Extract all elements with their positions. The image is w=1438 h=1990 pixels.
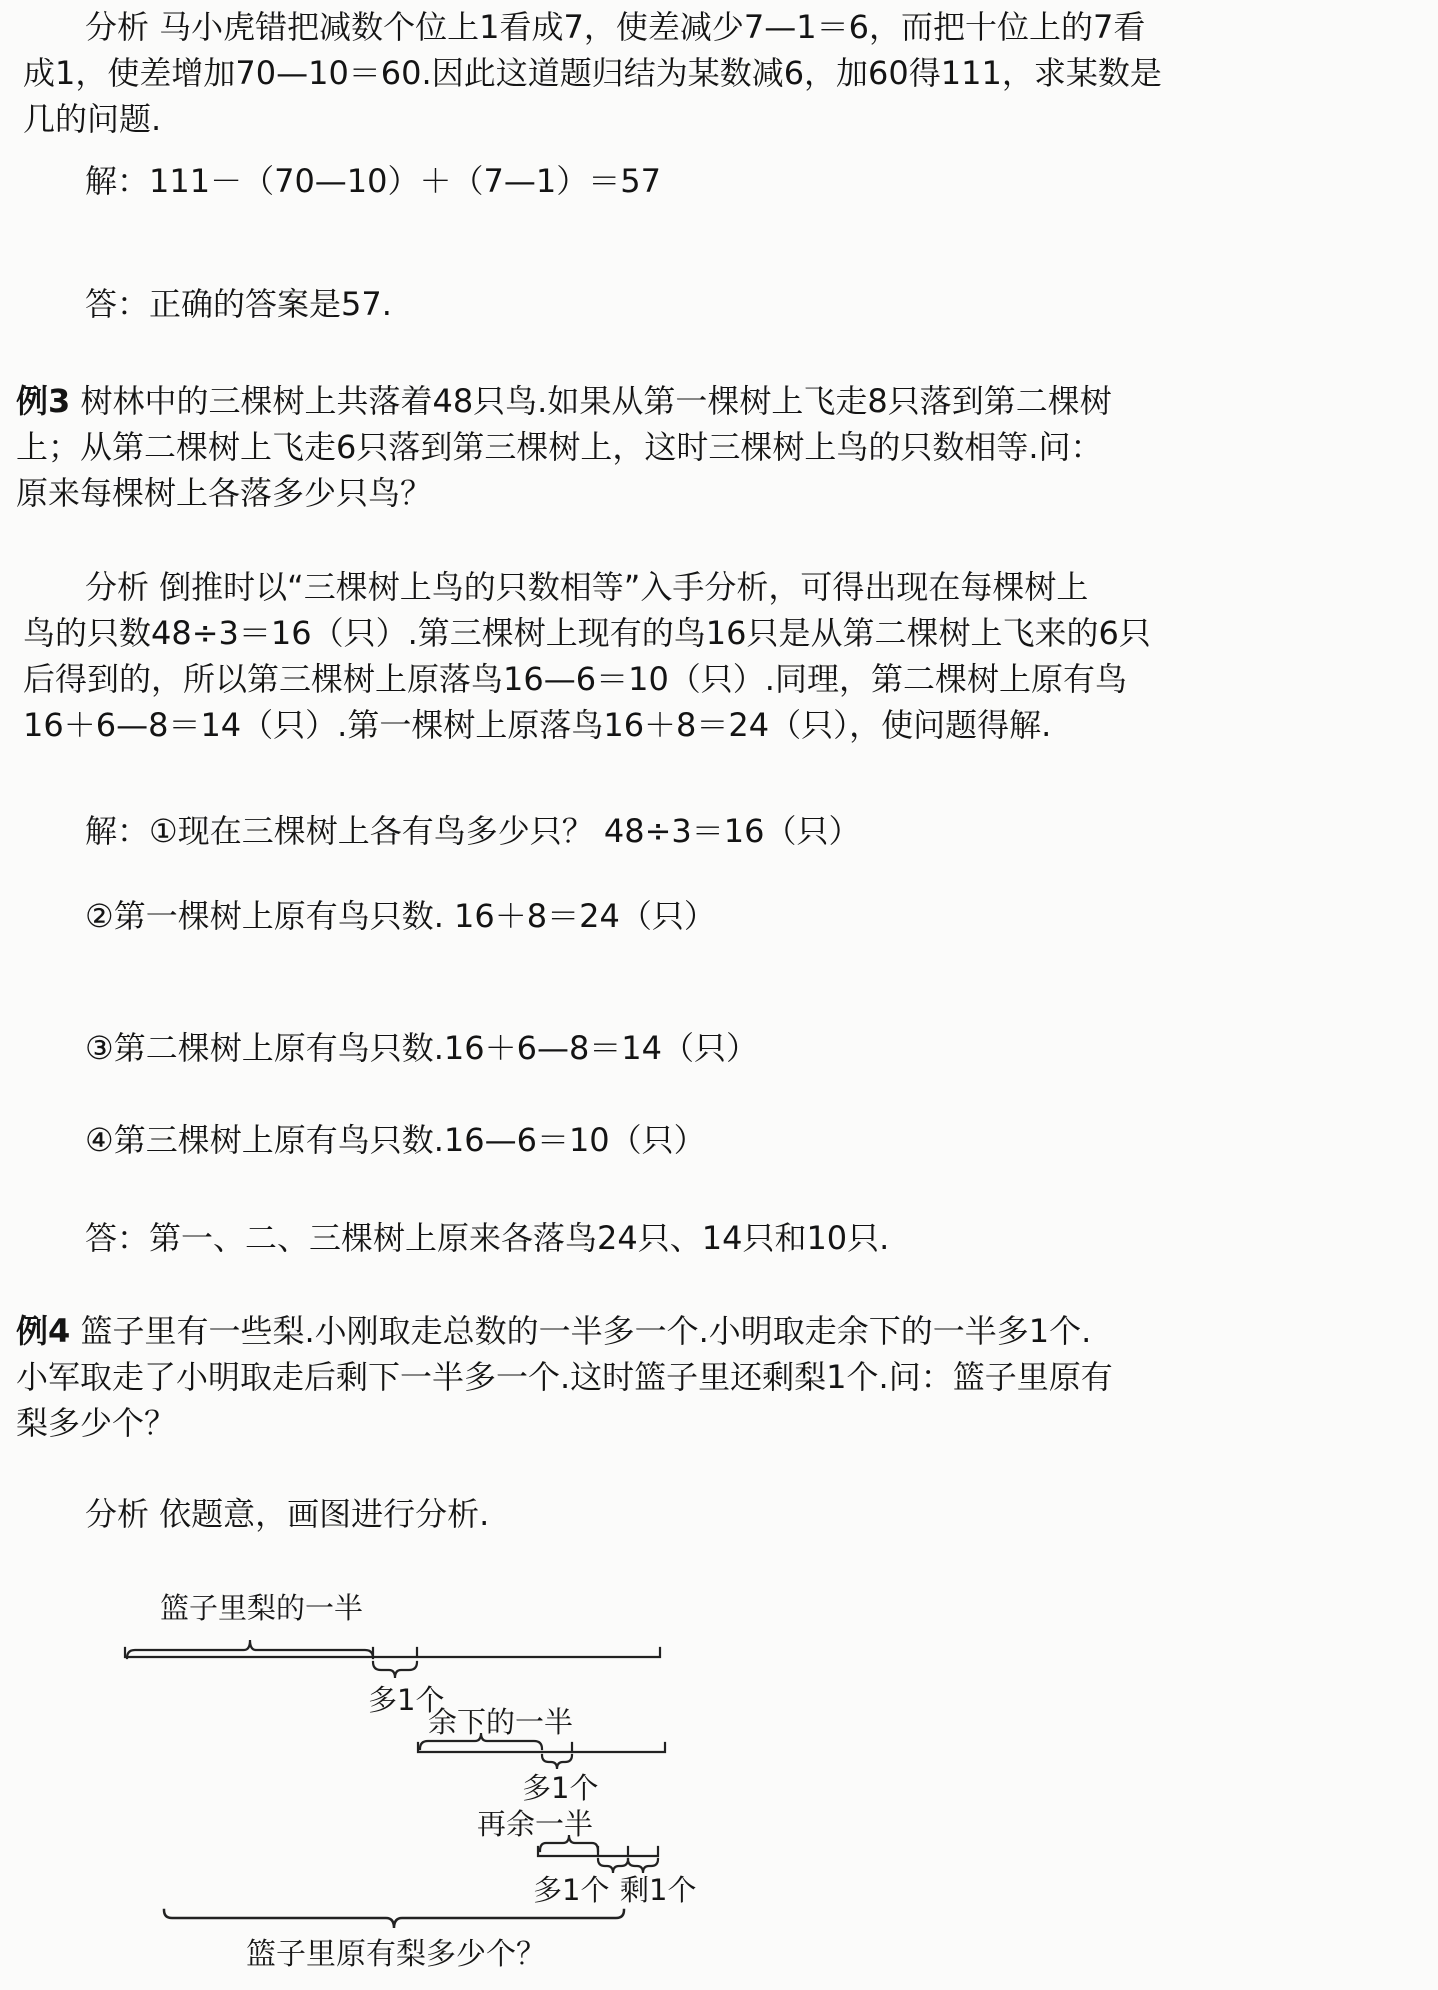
paragraph-analysis-ex2 [23, 4, 1162, 142]
label-more-one-1: 多1个 [368, 1683, 445, 1717]
text-line [16, 378, 1112, 424]
bar-line-3 [538, 1847, 658, 1856]
text-line: 成1，使差增加70—10＝60.因此这道题归结为某数减6，加60得111，求某数是 [23, 54, 1162, 92]
text-line: 分析 倒推时以“三棵树上鸟的只数相等”入手分析，可得出现在每棵树上 [85, 568, 1089, 606]
label-question: 篮子里原有梨多少个？ [246, 1937, 546, 1972]
example4-first-line: 篮子里有一些梨.小刚取走总数的一半多一个.小明取走余下的一半多1个. [70, 1312, 1092, 1350]
example3-first-line: 树林中的三棵树上共落着48只鸟.如果从第一棵树上飞走8只落到第二棵树 [70, 382, 1112, 420]
answer-line-ex3: 答：第一、二、三棵树上原来各落鸟24只、14只和10只. [85, 1219, 890, 1257]
pear-bar-diagram [0, 1585, 760, 1990]
paragraph-example3 [16, 378, 1112, 516]
label-more-one-2: 多1个 [522, 1771, 599, 1805]
underbrace-more1-3 [598, 1859, 628, 1873]
underbrace-more1-1 [373, 1662, 417, 1678]
solution-step-4: ④第三棵树上原有鸟只数.16—6＝10（只） [85, 1121, 706, 1159]
overbrace-first-half [127, 1640, 373, 1658]
label-remaining-half: 余下的一半 [428, 1705, 574, 1739]
solution-step-3: ③第二棵树上原有鸟只数.16＋6—8＝14（只） [85, 1029, 759, 1067]
text-line [16, 1308, 1113, 1354]
text-line: 原来每棵树上各落多少只鸟？ [16, 474, 433, 512]
text-line: 几的问题. [23, 100, 162, 138]
example4-label: 例4 [16, 1312, 71, 1350]
text-line: 鸟的只数48÷3＝16（只）.第三棵树上现有的鸟16只是从第二棵树上飞来的6只 [23, 614, 1151, 652]
label-half-of-basket: 篮子里梨的一半 [160, 1591, 364, 1625]
text-line: 16＋6—8＝14（只）.第一棵树上原落鸟16＋8＝24（只），使问题得解. [23, 706, 1052, 744]
paragraph-example4 [16, 1308, 1113, 1446]
underbrace-left1 [628, 1859, 658, 1873]
diagram-canvas [0, 1585, 760, 1990]
analysis-line-ex4: 分析 依题意，画图进行分析. [85, 1495, 490, 1533]
example3-label: 例3 [16, 382, 71, 420]
text-line: 梨多少个？ [16, 1404, 177, 1442]
label-left-one: 剩1个 [620, 1873, 697, 1907]
answer-line-ex2: 答：正确的答案是57. [85, 285, 392, 323]
underbrace-more1-2 [542, 1755, 572, 1769]
text-line: 上；从第二棵树上飞走6只落到第三棵树上，这时三棵树上鸟的只数相等.问： [16, 428, 1103, 466]
label-again-half: 再余一半 [477, 1807, 594, 1841]
underbrace-whole-basket [164, 1910, 624, 1928]
text-line: 分析 马小虎错把减数个位上1看成7，使差减少7—1＝6，而把十位上的7看 [85, 8, 1146, 46]
text-line: 后得到的，所以第三棵树上原落鸟16—6＝10（只）.同理，第二棵树上原有鸟 [23, 660, 1127, 698]
paragraph-analysis-ex3 [23, 564, 1151, 748]
label-more-one-3: 多1个 [533, 1873, 610, 1907]
solution-line-ex2: 解：111－（70—10）＋（7—1）＝57 [85, 162, 661, 200]
solution-step-1: 解：①现在三棵树上各有鸟多少只？ 48÷3＝16（只） [85, 812, 861, 850]
text-line: 小军取走了小明取走后剩下一半多一个.这时篮子里还剩梨1个.问：篮子里原有 [16, 1358, 1113, 1396]
solution-step-2: ②第一棵树上原有鸟只数. 16＋8＝24（只） [85, 897, 716, 935]
